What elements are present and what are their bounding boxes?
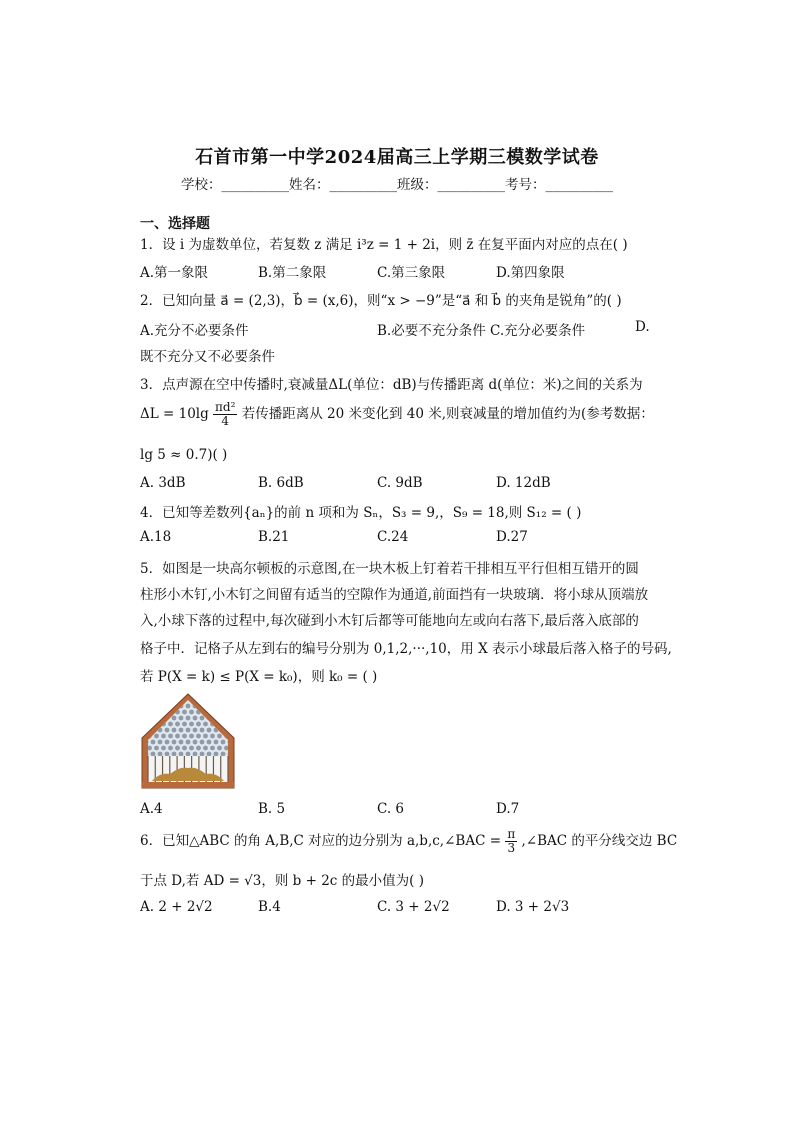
q6-option-b: B.4	[258, 899, 281, 915]
peg	[217, 746, 222, 751]
q4-option-b: B.21	[258, 529, 290, 545]
peg	[175, 722, 180, 727]
peg	[207, 752, 212, 757]
peg	[210, 746, 215, 751]
peg	[193, 716, 198, 721]
peg	[200, 752, 205, 757]
question-1-text: 1．设 i 为虚数单位，若复数 z 满足 i³z = 1 + 2i，则 z̄ 在复平面内对应的点在( )	[140, 237, 628, 253]
question-3-line-3: lg 5 ≈ 0.7)( )	[140, 447, 228, 463]
peg	[165, 728, 170, 733]
q3-formula-fraction	[213, 401, 237, 428]
q5-option-b: B. 5	[258, 801, 286, 817]
question-5-line-3: 入,小球下落的过程中,每次碰到小木钉后都等可能地向左或向右落下,最后落入底部的	[140, 613, 639, 629]
peg	[182, 710, 187, 715]
q1-option-b: B.第二象限	[258, 265, 327, 281]
peg	[186, 728, 191, 733]
peg	[200, 728, 205, 733]
peg	[228, 704, 233, 709]
question-5-line-5: 若 P(X = k) ≤ P(X = k₀)，则 k₀ = ( )	[140, 669, 378, 685]
peg	[147, 710, 152, 715]
q4-option-a: A.18	[140, 529, 172, 545]
peg	[200, 740, 205, 745]
peg	[168, 746, 173, 751]
q4-option-d: D.27	[496, 529, 528, 545]
question-6-line-1	[140, 828, 677, 855]
peg	[154, 734, 159, 739]
q6-option-c: C. 3 + 2√2	[377, 899, 450, 915]
q3-line-2-rest: 若传播距离从 20 米变化到 40 米,则衰减量的增加值约为(参考数据：	[241, 406, 654, 423]
peg	[144, 728, 149, 733]
peg	[189, 734, 194, 739]
q3-frac-numerator: πd²	[215, 400, 236, 414]
peg	[168, 734, 173, 739]
peg	[144, 704, 149, 709]
peg	[189, 746, 194, 751]
peg	[175, 734, 180, 739]
peg	[172, 716, 177, 721]
peg	[175, 746, 180, 751]
galton-board-illustration	[140, 692, 236, 792]
peg	[151, 716, 156, 721]
peg	[189, 710, 194, 715]
peg	[158, 752, 163, 757]
peg	[224, 722, 229, 727]
peg	[154, 710, 159, 715]
peg	[210, 734, 215, 739]
q1-option-a: A.第一象限	[140, 265, 209, 281]
peg	[165, 740, 170, 745]
peg	[165, 752, 170, 757]
question-3-line-2	[140, 401, 654, 428]
peg	[158, 740, 163, 745]
peg	[203, 734, 208, 739]
peg	[207, 704, 212, 709]
question-5-line-1: 5．如图是一块高尔顿板的示意图,在一块木板上钉着若干排相互平行但相互错开的圆	[140, 561, 639, 577]
question-6-line-2: 于点 D,若 AD = √3，则 b + 2c 的最小值为( )	[140, 873, 424, 889]
q5-option-c: C. 6	[377, 801, 405, 817]
peg	[182, 722, 187, 727]
q6-option-a: A. 2 + 2√2	[140, 899, 213, 915]
peg	[186, 740, 191, 745]
peg	[189, 722, 194, 727]
peg	[182, 746, 187, 751]
peg	[186, 704, 191, 709]
peg	[172, 752, 177, 757]
peg	[161, 710, 166, 715]
peg	[214, 704, 219, 709]
peg	[224, 710, 229, 715]
q3-option-a: A. 3dB	[140, 475, 186, 491]
question-2-text: 2．已知向量 a⃗ = (2,3)，b⃗ = (x,6)，则“x > −9”是“a⃗ 和 b⃗ 的夹角是锐角”的( )	[140, 293, 622, 309]
peg	[200, 716, 205, 721]
q6-line-1-part-b: ,∠BAC 的平分线交边 BC	[521, 833, 678, 850]
q6-angle-fraction	[505, 828, 517, 855]
peg	[154, 746, 159, 751]
peg	[193, 728, 198, 733]
peg	[221, 740, 226, 745]
peg	[151, 704, 156, 709]
peg	[228, 716, 233, 721]
question-3-line-1: 3．点声源在空中传播时,衰减量ΔL(单位：dB)与传播距离 d(单位：米)之间的关系为	[140, 377, 643, 393]
peg	[179, 716, 184, 721]
peg	[186, 752, 191, 757]
q6-frac-denominator: 3	[507, 841, 516, 856]
peg	[214, 740, 219, 745]
peg	[207, 728, 212, 733]
q2-option-a: A.充分不必要条件	[140, 323, 249, 339]
q4-option-c: C.24	[377, 529, 409, 545]
peg	[196, 734, 201, 739]
peg	[161, 746, 166, 751]
question-5-line-2: 柱形小木钉,小木钉之间留有适当的空隙作为通道,前面挡有一块玻璃．将小球从顶端放	[140, 587, 649, 603]
peg	[193, 752, 198, 757]
peg	[203, 722, 208, 727]
q3-frac-denominator: 4	[221, 414, 230, 429]
question-5-line-4: 格子中．记格子从左到右的编号分别为 0,1,2,···,10，用 X 表示小球最后落入格子的号码,	[140, 641, 672, 657]
q2-option-d-label: D.	[635, 319, 650, 335]
peg	[221, 704, 226, 709]
peg	[186, 716, 191, 721]
q3-option-c: C. 9dB	[377, 475, 423, 491]
peg	[203, 746, 208, 751]
peg	[182, 734, 187, 739]
q6-line-1-part-a: 6．已知△ABC 的角 A,B,C 对应的边分别为 a,b,c,∠BAC =	[140, 833, 502, 850]
peg	[221, 716, 226, 721]
peg	[165, 704, 170, 709]
peg	[179, 728, 184, 733]
section-heading-choice: 一、选择题	[140, 216, 210, 232]
peg	[168, 722, 173, 727]
peg	[161, 734, 166, 739]
peg	[158, 704, 163, 709]
peg	[221, 752, 226, 757]
peg	[207, 740, 212, 745]
peg	[196, 746, 201, 751]
student-info-line: 学校：__________姓名：__________班级：__________考号：__________	[181, 177, 613, 193]
peg	[151, 752, 156, 757]
peg	[172, 728, 177, 733]
question-4-text: 4．已知等差数列{aₙ}的前 n 项和为 Sₙ，S₃ = 9,，S₉ = 18,则 S₁₂ = ( )	[140, 505, 582, 521]
peg	[196, 722, 201, 727]
peg	[179, 752, 184, 757]
q5-option-d: D.7	[496, 801, 520, 817]
q2-option-d-text: 既不充分又不必要条件	[140, 349, 275, 365]
q5-option-a: A.4	[140, 801, 163, 817]
peg	[147, 722, 152, 727]
peg	[144, 716, 149, 721]
peg	[151, 740, 156, 745]
peg	[210, 710, 215, 715]
q2-option-bc: B.必要不充分条件 C.充分必要条件	[377, 323, 586, 339]
peg	[228, 728, 233, 733]
exam-title: 石首市第一中学2024届高三上学期三模数学试卷	[195, 147, 599, 168]
q6-frac-numerator: π	[507, 827, 516, 841]
peg	[179, 740, 184, 745]
q3-option-d: D. 12dB	[496, 475, 551, 491]
peg	[172, 740, 177, 745]
q1-option-d: D.第四象限	[496, 265, 565, 281]
q1-option-c: C.第三象限	[377, 265, 446, 281]
peg	[217, 734, 222, 739]
peg	[214, 752, 219, 757]
peg	[193, 740, 198, 745]
peg	[217, 710, 222, 715]
q6-option-d: D. 3 + 2√3	[496, 899, 570, 915]
q3-option-b: B. 6dB	[258, 475, 304, 491]
q3-formula-prefix: ΔL = 10lg	[140, 406, 209, 423]
